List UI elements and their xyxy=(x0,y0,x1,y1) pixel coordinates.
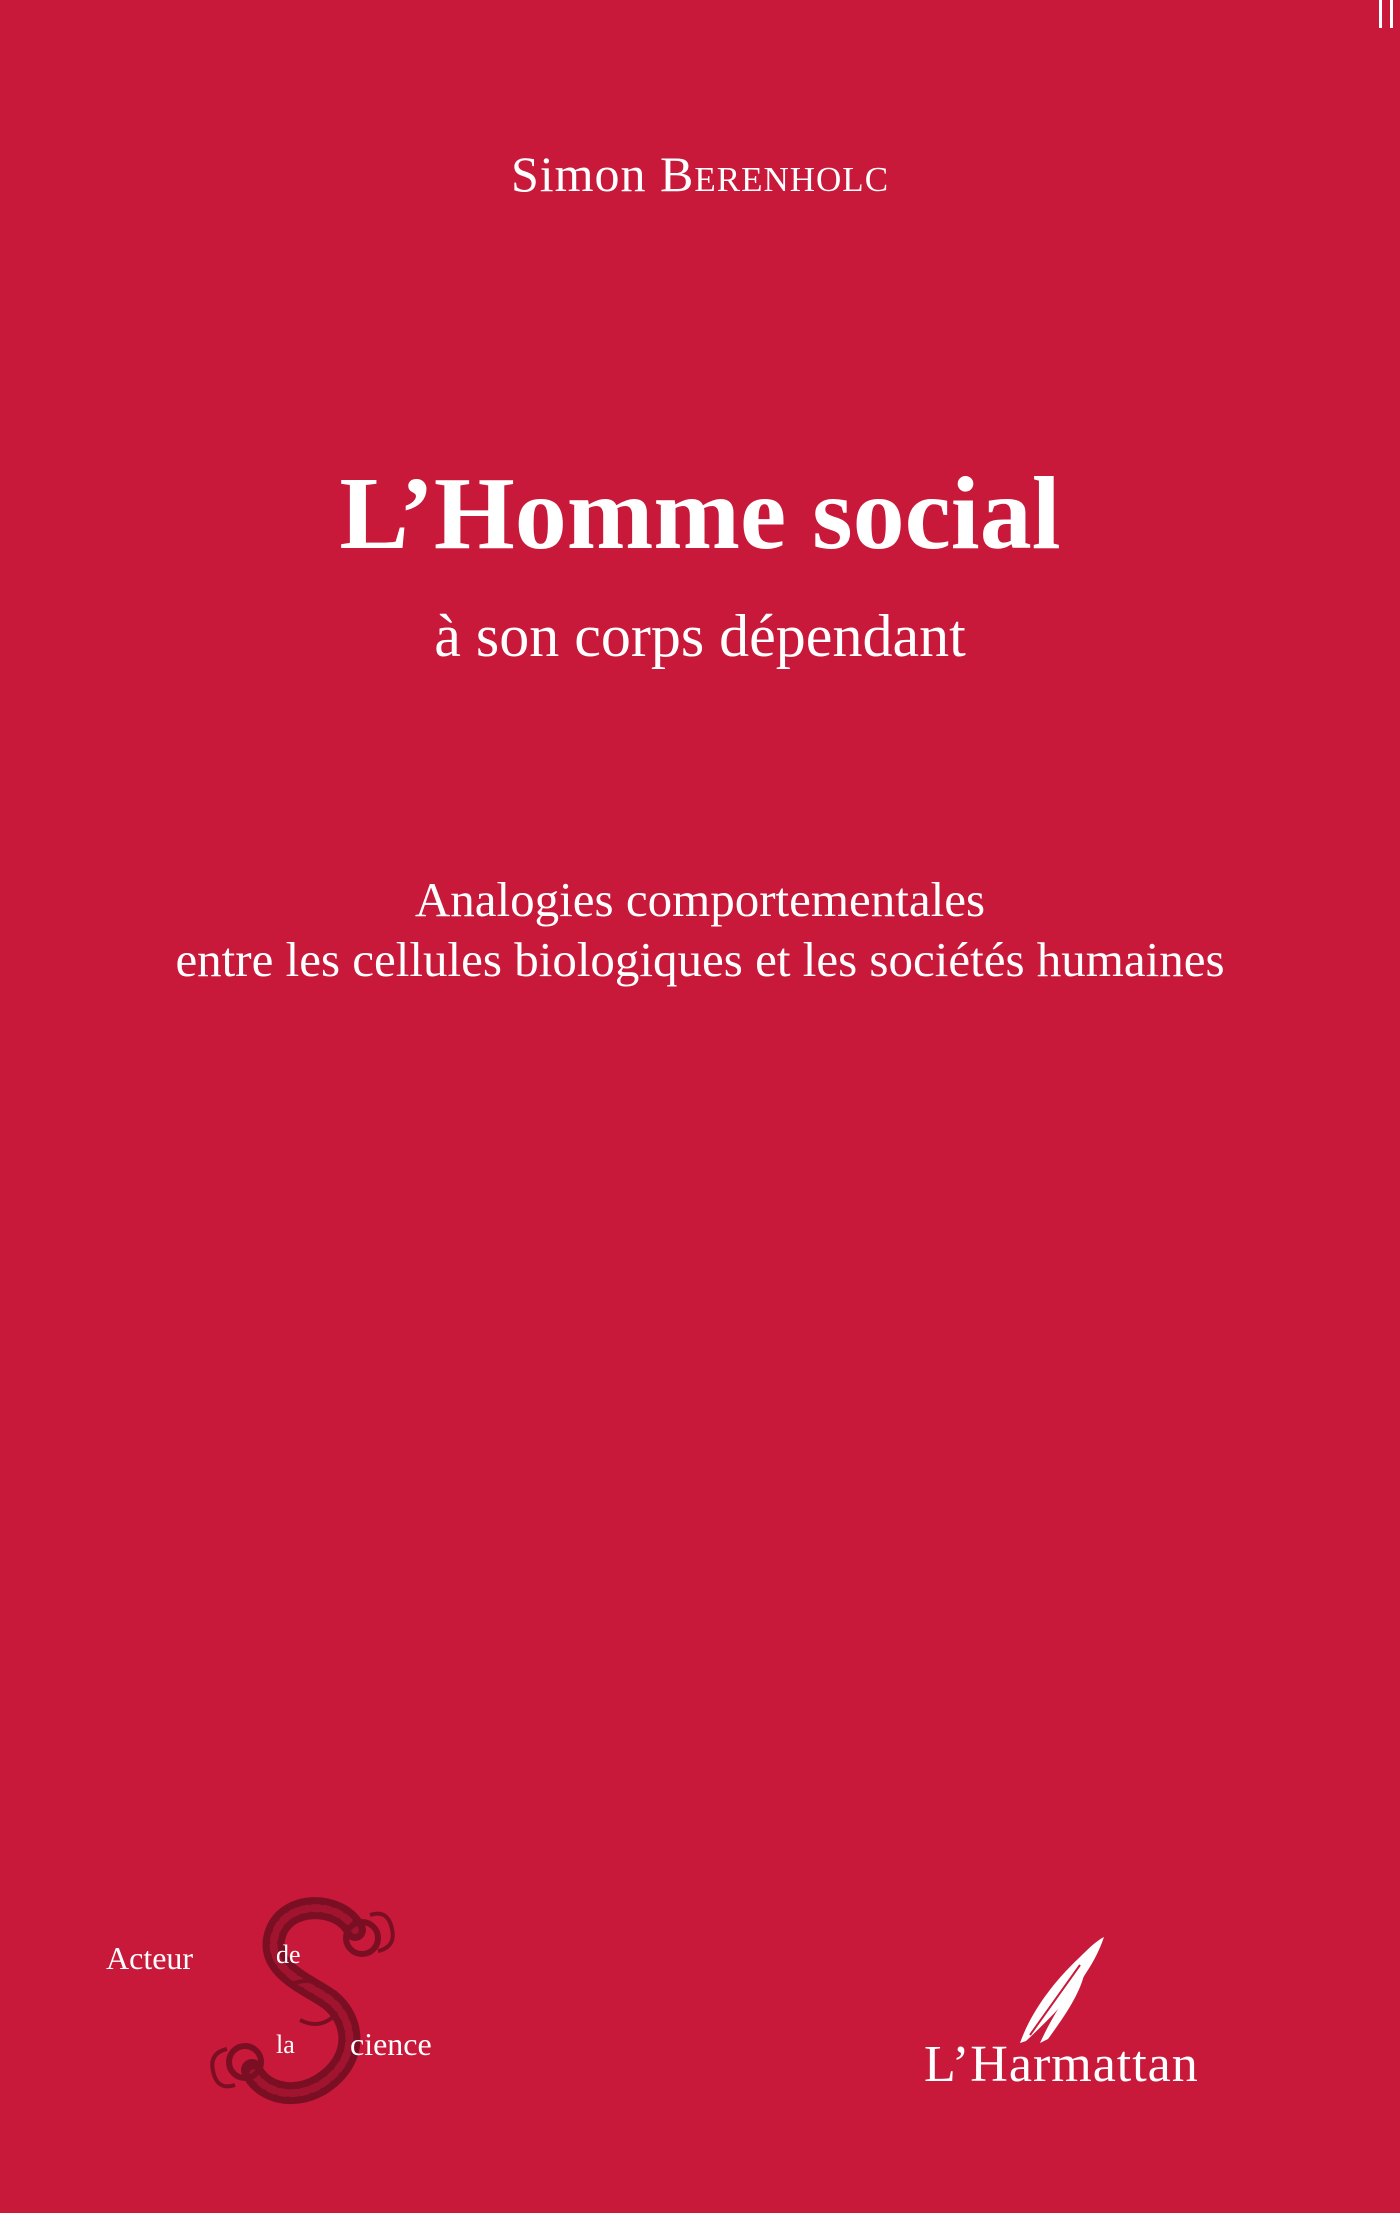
collection-word-cience: cience xyxy=(350,2026,432,2062)
author-last-name: Berenholc xyxy=(660,146,890,202)
collection-word-la: la xyxy=(276,2030,295,2059)
crop-mark xyxy=(1390,0,1393,28)
author-name xyxy=(0,145,1400,203)
collection-logo xyxy=(100,1890,520,2120)
publisher-name: L’Harmattan xyxy=(924,2036,1199,2093)
quill-pen-icon xyxy=(1000,1935,1120,2045)
collection-word-de: de xyxy=(276,1940,301,1969)
author-first-name: Simon xyxy=(510,146,647,202)
ornamental-s-icon xyxy=(190,1890,440,2120)
book-subtitle: à son corps dépendant xyxy=(434,603,966,669)
collection-word-acteur: Acteur xyxy=(106,1940,194,1976)
book-tagline xyxy=(0,870,1400,990)
crop-mark xyxy=(1379,0,1382,28)
publisher-logo xyxy=(920,1935,1260,2115)
tagline-line-1: Analogies comportementales xyxy=(414,872,986,927)
tagline-line-2: entre les cellules biologiques et les sociétés humaines xyxy=(175,931,1225,987)
book-title: L’Homme social xyxy=(339,456,1061,571)
